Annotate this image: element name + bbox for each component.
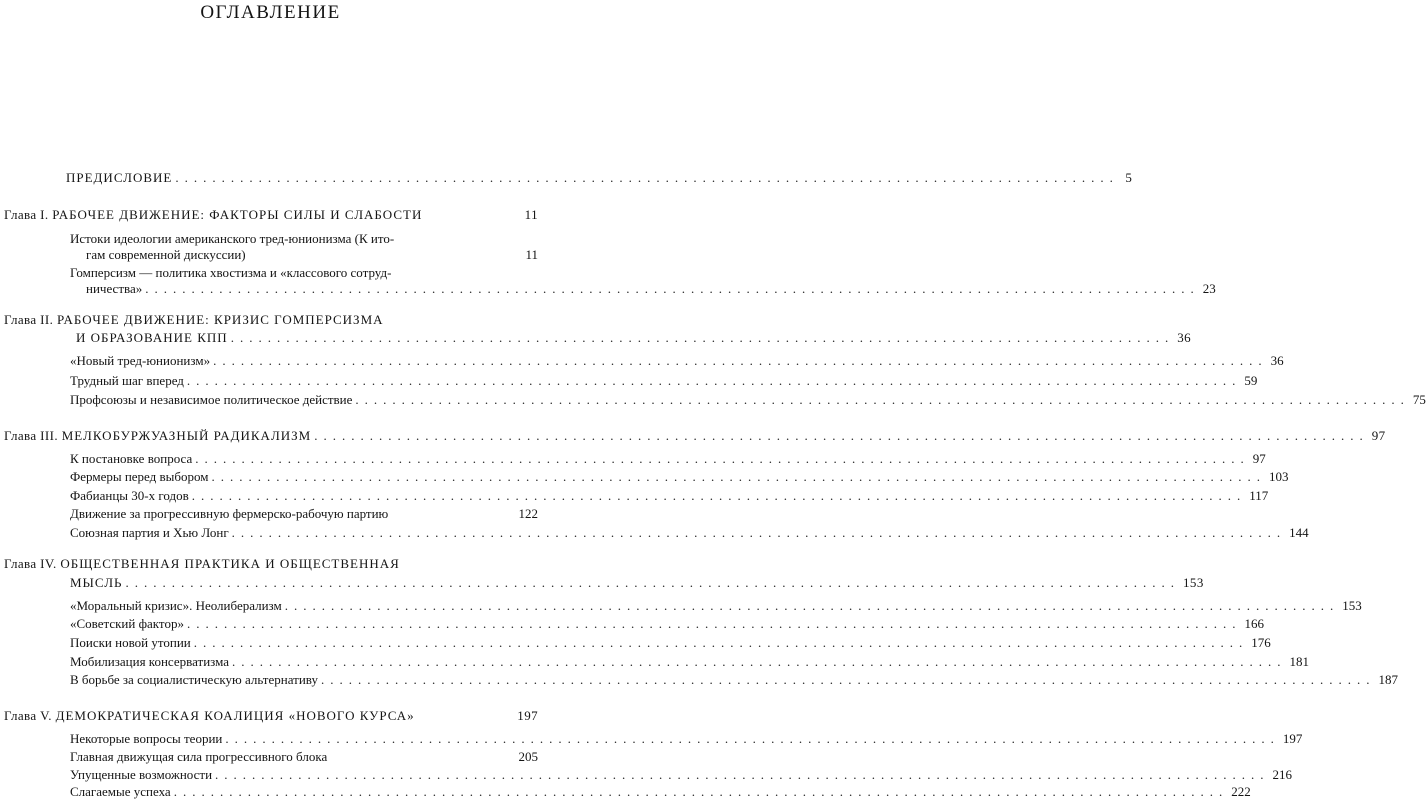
toc-entry-title: ПРЕДИСЛОВИЕ	[66, 170, 173, 185]
leader-dots: ..................................................................................................................	[355, 392, 1410, 407]
chapter-title: МЕЛКОБУРЖУАЗНЫЙ РАДИКАЛИЗМ	[61, 428, 312, 443]
toc-section[interactable]	[70, 672, 1398, 688]
chapter-label: Глава I.	[4, 207, 49, 222]
toc-section[interactable]	[86, 247, 538, 263]
toc-page-number: 197	[1282, 731, 1303, 746]
toc-section-title: «Моральный кризис». Неолиберализм	[70, 598, 282, 613]
toc-section-title: «Советский фактор»	[70, 616, 184, 631]
leader-dots: ..................................................................................................................	[186, 616, 1242, 631]
toc-section[interactable]	[70, 392, 1426, 408]
chapter-title: ДЕМОКРАТИЧЕСКАЯ КОАЛИЦИЯ «НОВОГО КУРСА»	[55, 708, 415, 723]
toc-section[interactable]	[70, 373, 1258, 389]
toc-section-title: Главная движущая сила прогрессивного блока	[70, 749, 328, 764]
toc-page-number: 153	[1183, 575, 1204, 590]
leader-dots: ..................................................................................................................	[225, 731, 1280, 746]
toc-chapter-2-continued[interactable]	[76, 330, 1191, 346]
chapter-title: МЫСЛЬ	[70, 575, 123, 590]
leader-dots: ..................................................................................................................	[211, 469, 1266, 484]
toc-section-title: Фермеры перед выбором	[70, 469, 209, 484]
leader-dots: ..................................................................................................................	[314, 428, 1369, 443]
toc-section-line[interactable]: Истоки идеологии американского тред-юнионизма (К ито-	[70, 231, 395, 246]
toc-section-title: Мобилизация консерватизма	[70, 654, 230, 669]
toc-page-number: 11	[525, 247, 538, 262]
toc-page-number: 144	[1289, 525, 1309, 540]
toc-section-title: Слагаемые успеха	[70, 784, 171, 799]
toc-page-number: 122	[518, 506, 538, 521]
chapter-label: Глава IV.	[4, 556, 57, 571]
toc-section[interactable]	[70, 525, 1309, 541]
toc-section[interactable]	[70, 654, 1310, 670]
leader-dots: ..................................................................................................................	[231, 525, 1287, 540]
leader-dots: ..................................................................................................................	[320, 672, 1376, 687]
toc-section[interactable]	[70, 767, 1293, 783]
leader-dots: ..................................................................................................................	[215, 767, 1270, 782]
toc-chapter-4-continued[interactable]	[70, 575, 1204, 591]
toc-section-line[interactable]: Гомперсизм — политика хвостизма и «классового сотруд-	[70, 265, 392, 280]
toc-page-number: 103	[1268, 469, 1289, 484]
toc-chapter-5[interactable]	[4, 708, 538, 724]
toc-page-number: 75	[1412, 392, 1426, 407]
leader-dots: ..................................................................................................................	[193, 635, 1249, 650]
toc-page-number: 205	[518, 749, 538, 764]
toc-section-title: «Новый тред-юнионизм»	[70, 353, 211, 368]
chapter-title: ОБЩЕСТВЕННАЯ ПРАКТИКА И ОБЩЕСТВЕННАЯ	[60, 556, 400, 571]
toc-section-title: В борьбе за социалистическую альтернативу	[70, 672, 318, 687]
toc-chapter-4[interactable]	[4, 556, 538, 572]
toc-section-title: ничества»	[86, 281, 143, 296]
toc-section[interactable]	[70, 635, 1271, 651]
chapter-label: Глава III.	[4, 428, 59, 443]
leader-dots: ..................................................................................................................	[173, 784, 1229, 799]
toc-section[interactable]	[70, 616, 1264, 632]
page-title: ОГЛАВЛЕНИЕ	[200, 2, 341, 23]
toc-page-number: 36	[1270, 353, 1284, 368]
toc-section-title: Профсоюзы и независимое политическое действие	[70, 392, 353, 407]
toc-section-title: Трудный шаг вперед	[70, 373, 184, 388]
toc-section[interactable]	[70, 469, 1289, 485]
toc-page-number: 97	[1371, 428, 1386, 443]
leader-dots: ..................................................................................................................	[232, 654, 1287, 669]
toc-page-number: 36	[1177, 330, 1191, 345]
toc-page-number: 197	[517, 708, 538, 723]
chapter-title: РАБОЧЕЕ ДВИЖЕНИЕ: ФАКТОРЫ СИЛЫ И СЛАБОСТИ	[52, 207, 423, 222]
toc-section[interactable]	[70, 488, 1269, 504]
toc-section[interactable]	[70, 353, 1284, 369]
toc-section-title: К постановке вопроса	[70, 451, 193, 466]
leader-dots: ..................................................................................................................	[213, 353, 1268, 368]
toc-section-title: Поиски новой утопии	[70, 635, 191, 650]
toc-page-number: 59	[1244, 373, 1258, 388]
toc-section[interactable]	[70, 506, 538, 522]
toc-page-number: 153	[1342, 598, 1362, 613]
toc-chapter-2[interactable]	[4, 312, 538, 328]
toc-page-number: 166	[1244, 616, 1264, 631]
toc-page-number: 176	[1251, 635, 1271, 650]
toc-chapter-3[interactable]	[4, 428, 1386, 444]
chapter-label: Глава V.	[4, 708, 52, 723]
toc-section-title: Фабианцы 30-х годов	[70, 488, 189, 503]
toc-section-title: Движение за прогрессивную фермерско-рабочую партию	[70, 506, 389, 521]
toc-page-number: 117	[1249, 488, 1269, 503]
toc-page-number: 23	[1202, 281, 1216, 296]
leader-dots: ..................................................................................................................	[186, 373, 1242, 388]
toc-section[interactable]	[70, 749, 538, 765]
toc-section-title: Некоторые вопросы теории	[70, 731, 223, 746]
toc-page-number: 216	[1272, 767, 1293, 782]
chapter-title: РАБОЧЕЕ ДВИЖЕНИЕ: КРИЗИС ГОМПЕРСИЗМА	[56, 312, 384, 327]
chapter-title: И ОБРАЗОВАНИЕ КПП	[76, 330, 228, 345]
toc-section[interactable]	[70, 784, 1251, 800]
toc-section-title: Союзная партия и Хью Лонг	[70, 525, 229, 540]
toc-chapter-1[interactable]	[4, 207, 538, 223]
leader-dots: ......................................................................................................	[230, 330, 1175, 345]
toc-section[interactable]	[86, 281, 1216, 297]
toc-page-number: 187	[1378, 672, 1398, 687]
toc-page-number: 181	[1289, 654, 1310, 669]
toc-section[interactable]	[70, 731, 1303, 747]
toc-page-number: 11	[524, 207, 538, 222]
leader-dots: ..................................................................................................................	[145, 281, 1200, 296]
leader-dots: ......................................................................................................	[175, 170, 1119, 185]
leader-dots: ..................................................................................................................	[191, 488, 1247, 503]
toc-section[interactable]	[70, 451, 1266, 467]
chapter-label: Глава II.	[4, 312, 54, 327]
toc-page-number: 222	[1231, 784, 1251, 799]
toc-section-title: гам современной дискуссии)	[86, 247, 246, 262]
leader-dots: ..................................................................................................................	[195, 451, 1250, 466]
toc-page-number: 97	[1252, 451, 1266, 466]
toc-page-number: 5	[1125, 170, 1132, 185]
toc-preface[interactable]	[66, 170, 1132, 186]
leader-dots: ..................................................................................................................	[284, 598, 1340, 613]
toc-section-title: Упущенные возможности	[70, 767, 213, 782]
toc-section[interactable]	[70, 598, 1362, 614]
leader-dots: ..................................................................................................................	[125, 575, 1181, 590]
